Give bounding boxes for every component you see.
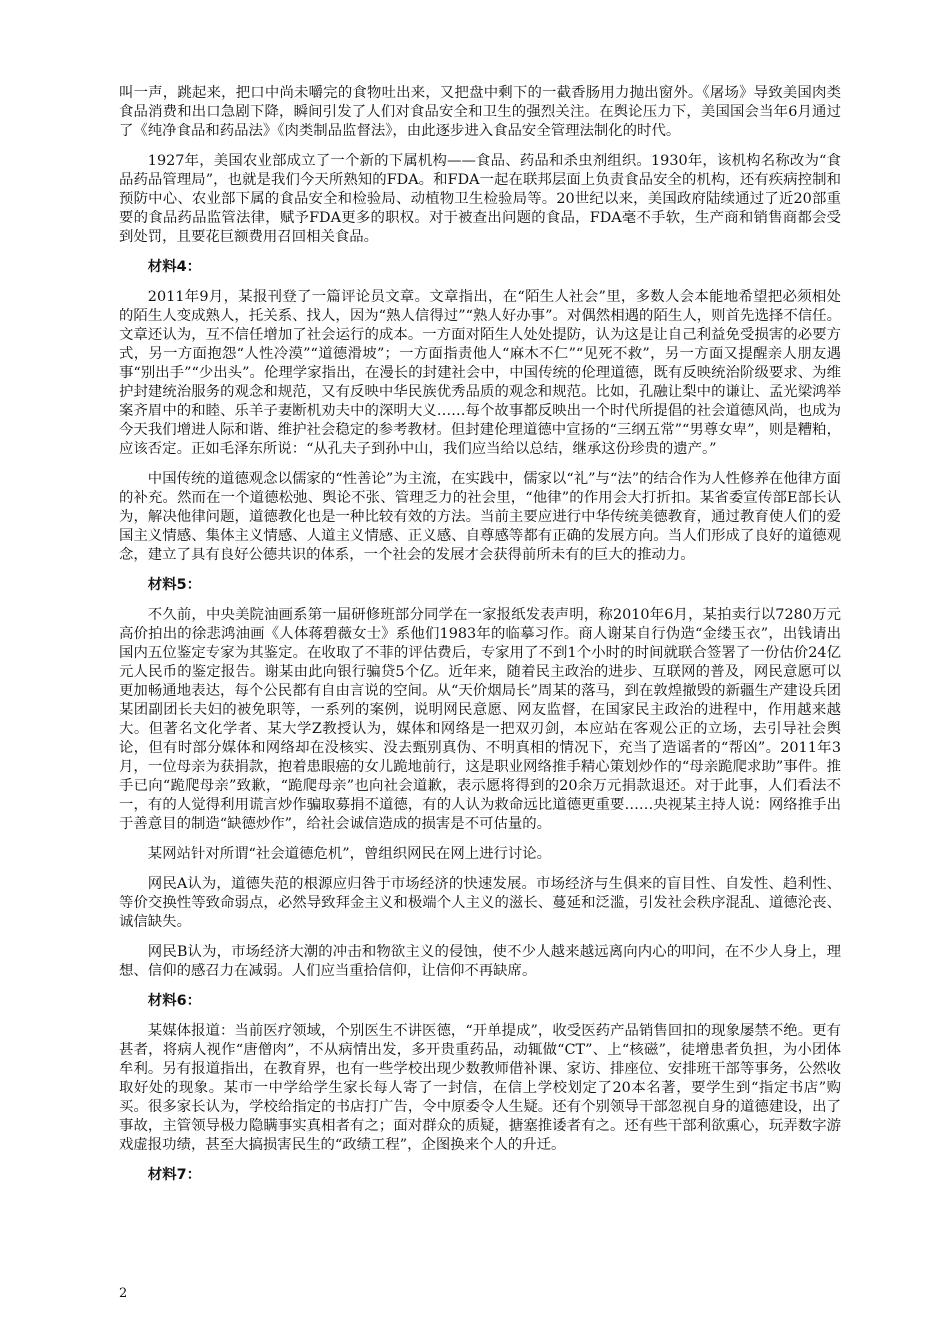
paragraph-p7: 网民A认为，道德失范的根源应归咎于市场经济的快速发展。市场经济与生俱来的盲目性、自发性、趋利性、等价交换性等致命弱点，必然导致拜金主义和极端个人主义的滋长、蔓延和泛滥，引发社会秩序混乱、道德沦丧、诚信缺失。 [119,876,841,930]
material-4-heading: 材料4： [147,259,201,275]
paragraph-p9: 某媒体报道：当前医疗领域，个别医生不讲医德，“开单提成”，收受医药产品销售回扣的现象屡禁不绝。更有甚者，将病人视作“唐僧肉”，不从病情出发，多开贵重药品，动辄做“CT”、上“核磁”，徒增患者负担，为小团体牟利。另有报道指出，在教育界，也有一些学校出现少数教师借补课、家访、排座位、安排班干部等事务，公然收取好处的现象。某市一中学给学生家长每人寄了一封信，在信上学校划定了20本名著，要学生到“指定书店”购买。很多家长认为，学校给指定的书店打广告，令中原委令人生疑。还有个别领导干部忽视自身的道德建设，出了事故，主管领导极力隐瞒事实真相者有之；面对群众的质疑，搪塞推诿者有之。还有些干部利欲熏心，玩弄数字游戏虚报功绩，甚至大搞损害民生的“政绩工程”，企图换来个人的升迁。 [119,1023,841,1153]
paragraph-p4: 中国传统的道德观念以儒家的“性善论”为主流，在实践中，儒家以“礼”与“法”的结合作为人性修养在他律方面的补充。然而在一个道德松弛、舆论不张、管理乏力的社会里，“他律”的作用会大打折扣。某省委宣传部E部长认为，解决他律问题，道德教化也是一种比较有效的方法。当前主要应进行中华传统美德教育，通过教育使人们的爱国主义情感、集体主义情感、人道主义情感、正义感、自尊感等都有正确的发展方向。当人们形成了良好的道德观念，建立了具有良好公德共识的体系，一个社会的发展才会获得前所未有的巨大的推动力。 [119,471,841,563]
paragraph-p8: 网民B认为，市场经济大潮的冲击和物欲主义的侵蚀，使不少人越来越远离向内心的叩问，在不少人身上，理想、信仰的感召力在减弱。人们应当重拾信仰，让信仰不再缺席。 [119,944,841,979]
material-7-heading: 材料7： [147,1167,201,1183]
paragraph-p2: 1927年，美国农业部成立了一个新的下属机构——食品、药品和杀虫剂组织。1930年，该机构名称改为“食品药品管理局”，也就是我们今天所熟知的FDA。和FDA一起在联邦层面上负责食品安全的机构，还有疾病控制和预防中心、农业部下属的食品安全和检验局、动植物卫生检验局等。20世纪以来，美国政府陆续通过了近20部重要的食品药品监管法律，赋予FDA更多的职权。对于被查出问题的食品，FDA毫不手软，生产商和销售商都会受到处罚，且要花巨额费用召回相关食品。 [119,153,841,245]
document-body [119,84,841,1196]
paragraph-p6: 某网站针对所谓“社会道德危机”，曾组织网民在网上进行讨论。 [147,846,552,862]
paragraph-p1: 叫一声，跳起来，把口中尚未嚼完的食物吐出来，又把盘中剩下的一截香肠用力抛出窗外。《屠场》导致美国肉类食品消费和出口急剧下降，瞬间引发了人们对食品安全和卫生的强烈关注。在舆论压力下，美国国会当年6月通过了《纯净食品和药品法》《肉类制品监督法》，由此逐步进入食品安全管理法制化的时代。 [119,85,841,139]
material-5-heading: 材料5： [147,577,201,593]
paragraph-p3: 2011年9月，某报刊登了一篇评论员文章。文章指出，在“陌生人社会”里，多数人会本能地希望把必须相处的陌生人变成熟人，托关系、找人，因为“熟人信得过”“熟人好办事”。对偶然相遇的陌生人，则首先选择不信任。文章还认为，互不信任增加了社会运行的成本。一方面对陌生人处处提防，认为这是让自己利益免受损害的必要方式，另一方面抱怨“人性冷漠”“道德滑坡”；一方面指责他人“麻木不仁”“见死不救”，另一方面又提醒亲人朋友遇事“别出手”“少出头”。伦理学家指出，在漫长的封建社会中，中国传统的伦理道德，既有反映统治阶级要求、为维护封建统治服务的观念和规范，又有反映中华民族优秀品质的观念和规范。比如，孔融让梨中的谦让、孟光梁鸿举案齐眉中的和睦、乐羊子妻断机劝夫中的深明大义……每个故事都反映出一个时代所提倡的社会道德风尚，也成为今天我们增进人际和谐、维护社会稳定的参考教材。但封建伦理道德中宣扬的“三纲五常”“男尊女卑”，则是糟粕，应该否定。正如毛泽东所说：“从孔夫子到孙中山，我们应当给以总结，继承这份珍贵的遗产。” [119,289,841,457]
material-6-heading: 材料6： [147,993,201,1009]
paragraph-p5: 不久前，中央美院油画系第一届研修班部分同学在一家报纸发表声明，称2010年6月，某拍卖行以7280万元高价拍出的徐悲鸿油画《人体蒋碧薇女士》系他们1983年的临摹习作。商人谢某自行伪造“金缕玉衣”，出钱请出国内五位鉴定专家为其鉴定。在收取了不菲的评估费后，专家用了不到1个小时的时间就联合签署了一份估价24亿元人民币的鉴定报告。谢某由此向银行骗贷5个亿。近年来，随着民主政治的进步、互联网的普及，网民意愿可以更加畅通地表达，每个公民都有自由言说的空间。从“天价烟局长”周某的落马，到在敦煌撤毁的新疆生产建设兵团某团副团长夫妇的被免职等，一系列的案例，说明网民意愿、网友监督，在国家民主政治的进程中，作用越来越大。但著名文化学者、某大学Z教授认为，媒体和网络是一把双刃剑，本应站在客观公正的立场，去引导社会舆论，但有时部分媒体和网络却在没核实、没去甄别真伪、不明真相的情况下，充当了造谣者的“帮凶”。2011年3月，一位母亲为获捐款，抱着患眼癌的女儿跪地前行，这是职业网络推手精心策划炒作的“母亲跪爬求助”事件。推手已向“跪爬母亲”致歉，“跪爬母亲”也向社会道歉，表示愿将得到的20余万元捐款退还。对于此事，人们看法不一，有的人觉得利用谎言炒作骗取募捐不道德，有的人认为救命远比道德更重要……央视某主持人说：网络推手出于善意目的制造“缺德炒作”，给社会诚信造成的损害是不可估量的。 [119,607,841,832]
page-number: 2 [119,1286,128,1301]
